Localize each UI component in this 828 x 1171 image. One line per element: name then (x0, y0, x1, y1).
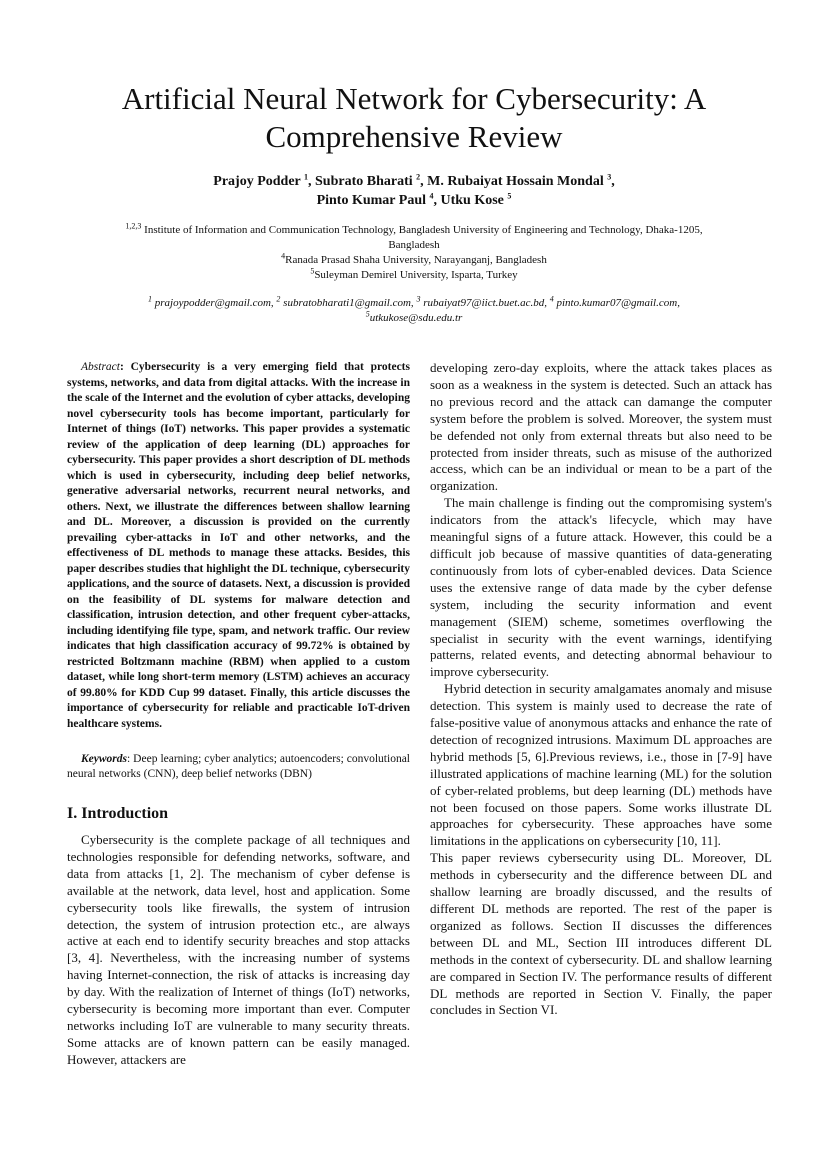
affiliation-text: Suleyman Demirel University, Isparta, Turkey (314, 269, 518, 281)
author-name: Prajoy Podder (213, 174, 301, 189)
affiliation-sup: 4 (281, 251, 286, 261)
author-name: M. Rubaiyat Hossain Mondal (427, 174, 604, 189)
affiliation-3 (70, 268, 758, 283)
author-sup: 5 (507, 191, 512, 201)
intro-paragraph-4: This paper reviews cybersecurity using DL. Moreover, DL methods in cybersecurity and the difference between DL and shallow learning are broadly discussed, and the results of different DL methods are reported. The rest of the paper is organized as follows. Section II discusses the differences between DL and ML, Section III introduces different DL methods in the context of cybersecurity. DL and shallow learning are compared in Section IV. The performance results of different DL methods are reported in Section V. Finally, the paper concludes in Section VI. (430, 850, 772, 1018)
affiliation-2 (70, 253, 758, 268)
abstract (67, 360, 410, 732)
keywords-label: Keywords (81, 753, 127, 765)
right-column (430, 360, 772, 1019)
intro-paragraph-1-continued: developing zero-day exploits, where the attack takes places as soon as a weakness in the system is detected. Such an attack has no previous record and the attack can damange the computer system before the problem is solved. Moreover, the system must be defended not only from external threats but also need to be protected from insider threats, such as misuse of the authorized access, which can be an individual or mean to be a part of the organization. (430, 360, 772, 494)
title-line-2: Comprehensive Review (265, 119, 563, 154)
author-name: Utku Kose (440, 193, 504, 208)
keywords-text: : Deep learning; cyber analytics; autoencoders; convolutional neural networks (CNN), deep belief networks (DBN) (67, 753, 410, 780)
email-sup: 5 (365, 309, 370, 319)
abstract-text: : Cybersecurity is a very emerging field that protects systems, networks, and data from digital attacks. With the increase in the scale of the Internet and the evolution of cyber attacks, developing novel cybersecurity tools has become important, particularly for Internet of things (IoT) networks. This paper provides a systematic review of the application of deep learning (DL) approaches for cybersecurity. This paper provides a short description of DL methods which is used in cybersecurity, including deep belief networks, generative adversarial networks, recurrent neural networks, and others. Next, we illustrate the differences between shallow learning and DL. Moreover, a discussion is provided on the currently prevailing cyber-attacks in IoT and other networks, and the effectiveness of DL methods to manage these attacks. Besides, this paper describes studies that highlight the DL technique, cybersecurity applications, and the source of datasets. Next, a discussion is provided on the feasibility of DL systems for malware detection and classification, intrusion detection, and other frequent cyber-attacks, including identifying file type, spam, and network traffic. Our review indicates that high classification accuracy of 99.72% is obtained by restricted Boltzmann machine (RBM) when applied to a custom dataset, while long short-term memory (LSTM) achieves an accuracy of 99.80% for KDD Cup 99 dataset. Finally, this article discusses the importance of cybersecurity for reliable and practicable IoT-driven healthcare systems. (67, 361, 410, 730)
email-list (70, 296, 758, 326)
title-line-1: Artificial Neural Network for Cybersecurity: A (121, 81, 707, 116)
author-sup: 2 (416, 172, 421, 182)
email-sup: 2 (276, 294, 281, 304)
section-heading: I. Introduction (67, 805, 169, 822)
email-sup: 3 (416, 294, 421, 304)
intro-paragraph-2: The main challenge is finding out the compromising system's indicators from the attack's lifecycle, which may have meaningful signs of a future attack. However, this could be a difficult job because of massive quantities of data-generating continuously from lots of cyber-enabled devices. Data Science uses the extensive range of data made by the cyber defense system, including the security information and event management (SIEM) scheme, sometimes overflowing the specialist in security with the event warnings, identifying patterns, related events, and detecting abnormal behaviour to improve cybersecurity. (430, 495, 772, 680)
email-address: pinto.kumar07@gmail.com, (556, 297, 680, 309)
affiliation-sup: 5 (310, 266, 315, 276)
abstract-label: Abstract (81, 361, 120, 373)
email-address: rubaiyat97@iict.buet.ac.bd, (423, 297, 547, 309)
left-column (67, 360, 410, 1069)
email-sup: 1 (148, 294, 153, 304)
affiliation-sup: 1,2,3 (125, 221, 142, 231)
paper-title (60, 80, 768, 156)
author-sup: 3 (607, 172, 612, 182)
author-sup: 4 (429, 191, 434, 201)
author-name: Subrato Bharati (315, 174, 413, 189)
affiliation-text: Institute of Information and Communication Technology, Bangladesh University of Engineering and Technology, Dhaka-1205, (141, 224, 703, 236)
keywords (67, 752, 410, 782)
affiliation-text: Ranada Prasad Shaha University, Narayanganj, Bangladesh (285, 254, 547, 266)
author-list: Prajoy Podder $^1$, Subrato Bharati $^2$, M. Rubaiyat Hossain Mondal $^3$, Pinto Kumar Paul $^4$, Utku Kose $^5$ (213, 172, 615, 208)
affiliation-text: Bangladesh (388, 239, 440, 251)
intro-paragraph-3: Hybrid detection in security amalgamates anomaly and misuse detection. This system is mainly used to decrease the rate of false-positive value of anonymous attacks and enhance the rate of detection of recognized intrusions. Maximum DL approaches are hybrid methods [5, 6].Previous reviews, i.e., those in [7-9] have illustrated applications of machine learning (ML) for the solution of cyber-related problems, but deep learning (DL) methods have not been focused on those papers. Some works illustrate DL approaches for cybersecurity. These approaches have some limitations in the applications on cybersecurity [10, 11]. (430, 681, 772, 849)
email-sup: 4 (549, 294, 554, 304)
author-sup: 1 (304, 172, 308, 182)
intro-paragraph-1: Cybersecurity is the complete package of all techniques and technologies responsible for defending networks, software, and data from attacks [1, 2]. The mechanism of cyber defense is available at the network, data level, host and application. Some cybersecurity tools like firewalls, the system of intrusion detection, the system of intrusion protection etc., are always active at each end to identify security breaches and stop attacks [3, 4]. Nevertheless, with the increasing number of systems having Internet-connection, the risk of attacks is increasing day by day. With the realization of Internet of things (IoT) networks, cybersecurity is becoming more important than ever. Computer networks including IoT are vulnerable to many security threats. Some attacks are of known pattern can be easily managed. However, attackers are (67, 832, 410, 1067)
email-address: utkukose@sdu.edu.tr (369, 312, 463, 324)
email-address: subratobharati1@gmail.com, (283, 297, 414, 309)
affiliations (70, 223, 758, 283)
author-name: Pinto Kumar Paul (316, 193, 426, 208)
affiliation-1 (70, 223, 758, 253)
email-address: prajoypodder@gmail.com, (154, 297, 274, 309)
